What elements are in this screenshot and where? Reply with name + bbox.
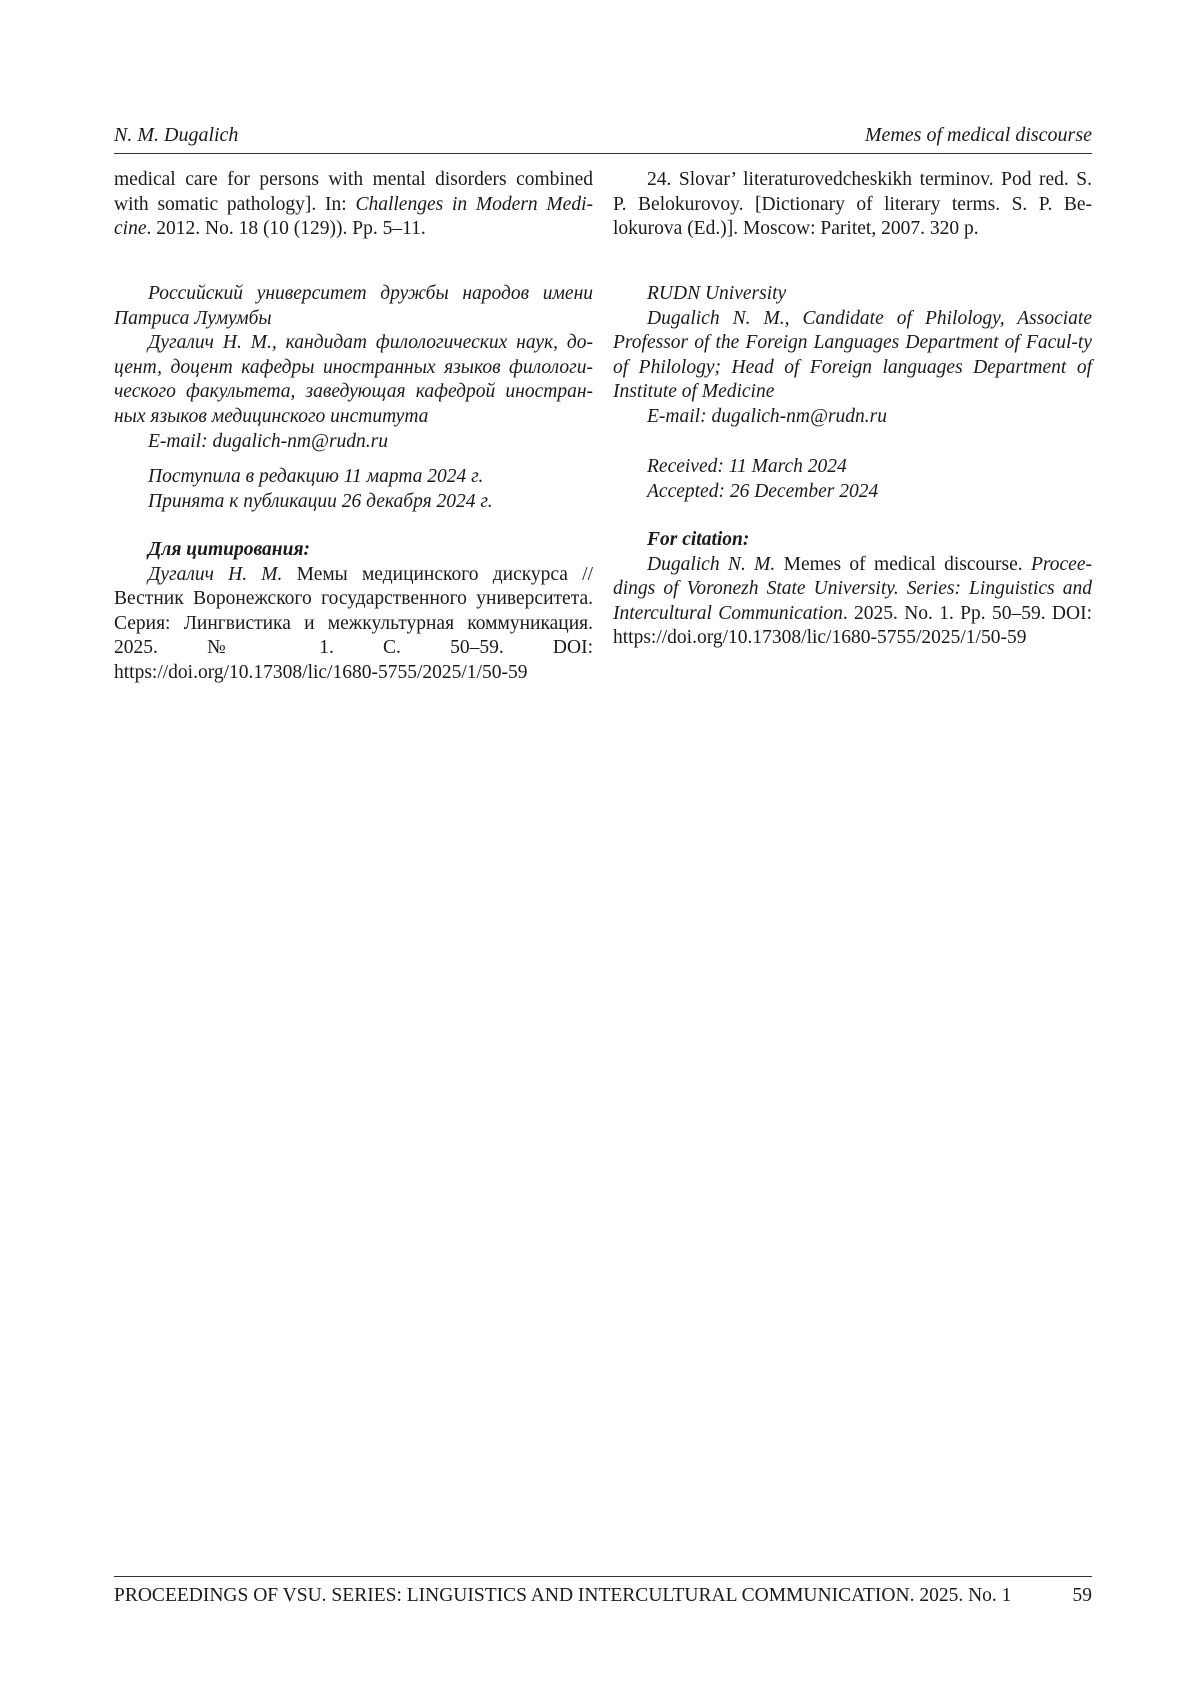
university-en: RUDN University: [647, 283, 787, 304]
reference-continuation: [114, 168, 593, 242]
reference-text-24: 24. Slovar’ literaturovedcheskikh terminov. Pod red. S. P. Belokurovoy. [Dictionary of literary terms. S. P. Be-lokurova (Ed.)]. Moscow: Paritet, 2007. 320 p.: [613, 169, 1092, 240]
header-article-title: Memes of medical discourse: [864, 124, 1092, 146]
reference-text-end: . 2012. No. 18 (10 (129)). Pp. 5–11.: [146, 218, 426, 240]
received-en: Received: 11 March 2024: [647, 456, 847, 477]
reference-item-24: [613, 168, 1092, 242]
running-header: [114, 123, 1092, 147]
author-description-en: Dugalich N. M., Candidate of Philology, Associate Professor of the Foreign Languages Department of Facul-ty of Philology; Head of Foreign languages Department of Institute of Medicine: [613, 307, 1092, 403]
author-info-en: [613, 282, 1092, 430]
footer-divider: [114, 1576, 1092, 1577]
citation-en: [613, 528, 1092, 651]
email-ru: E-mail: dugalich-nm@rudn.ru: [148, 430, 388, 452]
dates-ru: [114, 465, 593, 514]
author-info-ru: [114, 282, 593, 454]
page-number: 59: [1072, 1585, 1092, 1606]
citation-author-ru: Дугалич Н. М.: [148, 563, 283, 585]
university-ru: Российский университет дружбы народов имени Патриса Лумумбы: [114, 283, 593, 329]
accepted-en: Accepted: 26 December 2024: [647, 480, 879, 502]
citation-text-ru: Мемы медицинского дискурса // Вестник Воронежского государственного университета. Серия: Лингвистика и межкультурная коммуникация. 2025. № 1. С. 50–59. DOI: https://doi.org/10.17308/lic/1680-5755/2025/1/50-59: [114, 563, 593, 683]
reference-text: medical care for persons with mental disorders combined with somatic pathology]. In:: [114, 169, 593, 215]
header-author: N. M. Dugalich: [114, 124, 239, 146]
received-ru: Поступила в редакцию 11 марта 2024 г.: [148, 466, 484, 487]
citation-rest-en: . 2025. No. 1. Pp. 50–59. DOI: https://doi.org/10.17308/lic/1680-5755/2025/1/50-59: [613, 602, 1092, 649]
citation-title-en: Memes of medical discourse.: [775, 553, 1031, 575]
email-en: E-mail: dugalich-nm@rudn.ru: [647, 405, 887, 427]
citation-author-en: Dugalich N. M.: [647, 553, 776, 575]
footer-journal: PROCEEDINGS OF VSU. SERIES: LINGUISTICS AND INTERCULTURAL COMMUNICATION. 2025. No. 1: [114, 1585, 1012, 1606]
citation-ru: [114, 538, 593, 686]
dates-en: [613, 455, 1092, 504]
accepted-ru: Принята к публикации 26 декабря 2024 г.: [148, 490, 493, 512]
reference-journal: Challenges in Modern Medi-cine: [114, 193, 593, 240]
author-description-ru: Дугалич Н. М., кандидат филологических наук, до-цент, доцент кафедры иностранных языков филологи-ческого факультета, заведующая кафедрой иностран-ных языков медицинского института: [114, 332, 593, 427]
header-divider: [114, 153, 1092, 154]
running-footer: [114, 1584, 1092, 1608]
citation-heading-ru: Для цитирования:: [148, 539, 310, 560]
citation-heading-en: For citation:: [647, 529, 750, 550]
citation-journal-en: Procee-dings of Voronezh State University. Series: Linguistics and Intercultural Communication: [613, 553, 1092, 624]
